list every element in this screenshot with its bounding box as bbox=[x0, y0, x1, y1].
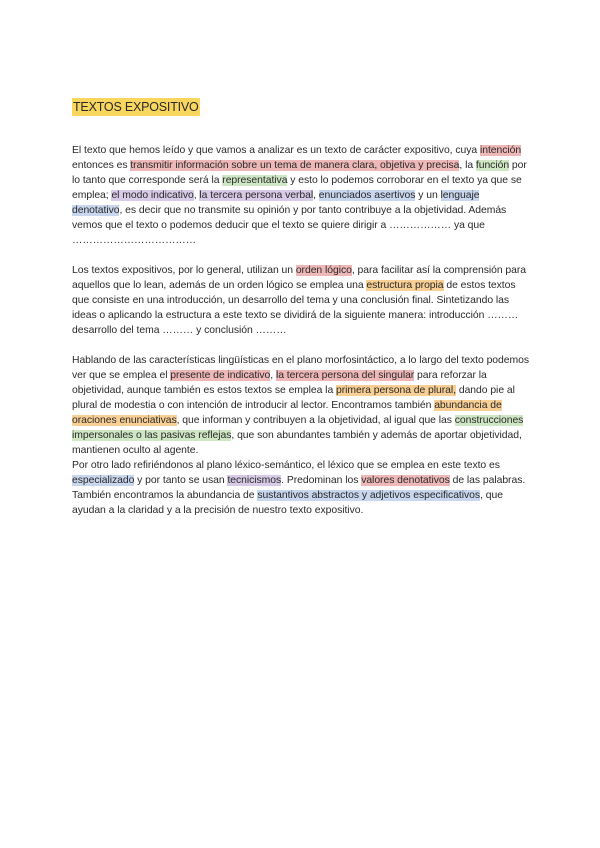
highlight-primera-persona-plural: primera persona de plural, bbox=[336, 385, 457, 396]
text-segment: , bbox=[193, 190, 200, 201]
text-segment: , que informan y contribuyen a la objetividad, al igual que las bbox=[176, 415, 455, 426]
highlight-enunciados-asertivos: enunciados asertivos bbox=[318, 190, 416, 201]
highlight-lenguaje-denotativo: lenguaje denotativo bbox=[72, 190, 480, 216]
paragraph-1 bbox=[72, 143, 532, 248]
paragraph-3 bbox=[72, 353, 532, 458]
text-segment: de las palabras. También encontramos la abundancia de bbox=[72, 475, 526, 501]
document-title: TEXTOS EXPOSITIVO bbox=[73, 100, 199, 114]
highlight-tercera-persona-verbal: la tercera persona verbal bbox=[199, 190, 314, 201]
highlight-presente-indicativo: presente de indicativo bbox=[170, 370, 271, 381]
text-segment: , bbox=[270, 370, 276, 381]
text-segment: , es decir que no transmite su opinión y por tanto contribuye a la objetividad. Además vemos que el texto o podemos deducir que el texto se quiere dirigir a ……………… ya que ……………………………… bbox=[72, 205, 507, 246]
highlight-sustantivos-abstractos: sustantivos abstractos y adjetivos especificativos bbox=[257, 490, 481, 501]
highlight-estructura-propia: estructura propia bbox=[366, 280, 444, 291]
text-segment: , bbox=[313, 190, 319, 201]
text-segment: Hablando de las características lingüísticas en el plano morfosintáctico, a lo largo del texto podemos ver que se emplea el bbox=[72, 355, 529, 381]
highlight-especializado: especializado bbox=[72, 475, 135, 486]
text-segment: dando pie al plural de modestia o con intención de introducir al lector. Encontramos también bbox=[72, 385, 515, 411]
text-segment: , que ayudan a la claridad y a la precisión de nuestro texto expositivo. bbox=[72, 490, 503, 516]
text-segment: para reforzar la objetividad, aunque también es estos textos se emplea la bbox=[72, 370, 487, 396]
highlight-modo-indicativo: el modo indicativo bbox=[111, 190, 194, 201]
highlight-intencion: intención bbox=[479, 145, 522, 156]
text-segment: Por otro lado refiriéndonos al plano léxico-semántico, el léxico que se emplea en este texto es bbox=[72, 460, 500, 471]
highlight-oraciones-enunciativas: abundancia de oraciones enunciativas bbox=[72, 400, 502, 426]
document-body bbox=[72, 143, 532, 533]
highlight-orden-logico: orden lógico bbox=[295, 265, 352, 276]
text-segment: y esto lo podemos corroborar en el texto ya que se emplea; bbox=[72, 175, 522, 201]
text-segment: por lo tanto que corresponde será la bbox=[72, 160, 527, 186]
paragraph-2 bbox=[72, 263, 532, 338]
text-segment: y un bbox=[415, 190, 441, 201]
text-segment: , la bbox=[459, 160, 476, 171]
highlight-construcciones-impersonales: construcciones impersonales o las pasivas reflejas bbox=[72, 415, 524, 441]
text-segment: . Predominan los bbox=[281, 475, 362, 486]
highlight-tecnicismos: tecnicismos bbox=[227, 475, 282, 486]
highlight-valores-denotativos: valores denotativos bbox=[361, 475, 450, 486]
text-segment: y por tanto se usan bbox=[134, 475, 228, 486]
paragraph-4 bbox=[72, 458, 532, 518]
highlight-funcion: función bbox=[475, 160, 510, 171]
text-segment: Los textos expositivos, por lo general, utilizan un bbox=[72, 265, 296, 276]
text-segment: El texto que hemos leído y que vamos a analizar es un texto de carácter expositivo, cuya bbox=[72, 145, 480, 156]
text-segment: , que son abundantes también y además de aportar objetividad, mantienen oculto al agente. bbox=[72, 430, 522, 456]
text-segment: entonces es bbox=[72, 160, 131, 171]
highlight-tercera-persona-singular: la tercera persona del singular bbox=[275, 370, 415, 381]
highlight-representativa: representativa bbox=[222, 175, 288, 186]
text-segment: de estos textos que consiste en una introducción, un desarrollo del tema y una conclusión final. Sintetizando las ideas o aplicando la estructura a este texto se dividirá de la siguiente manera: introducción ……… desarrollo del tema ……… y conclusión ……… bbox=[72, 280, 519, 336]
text-segment: , para facilitar así la comprensión para aquellos que lo lean, además de un orden lógico se emplea una bbox=[72, 265, 526, 291]
highlight-transmitir-informacion: transmitir información sobre un tema de manera clara, objetiva y precisa bbox=[130, 160, 460, 171]
